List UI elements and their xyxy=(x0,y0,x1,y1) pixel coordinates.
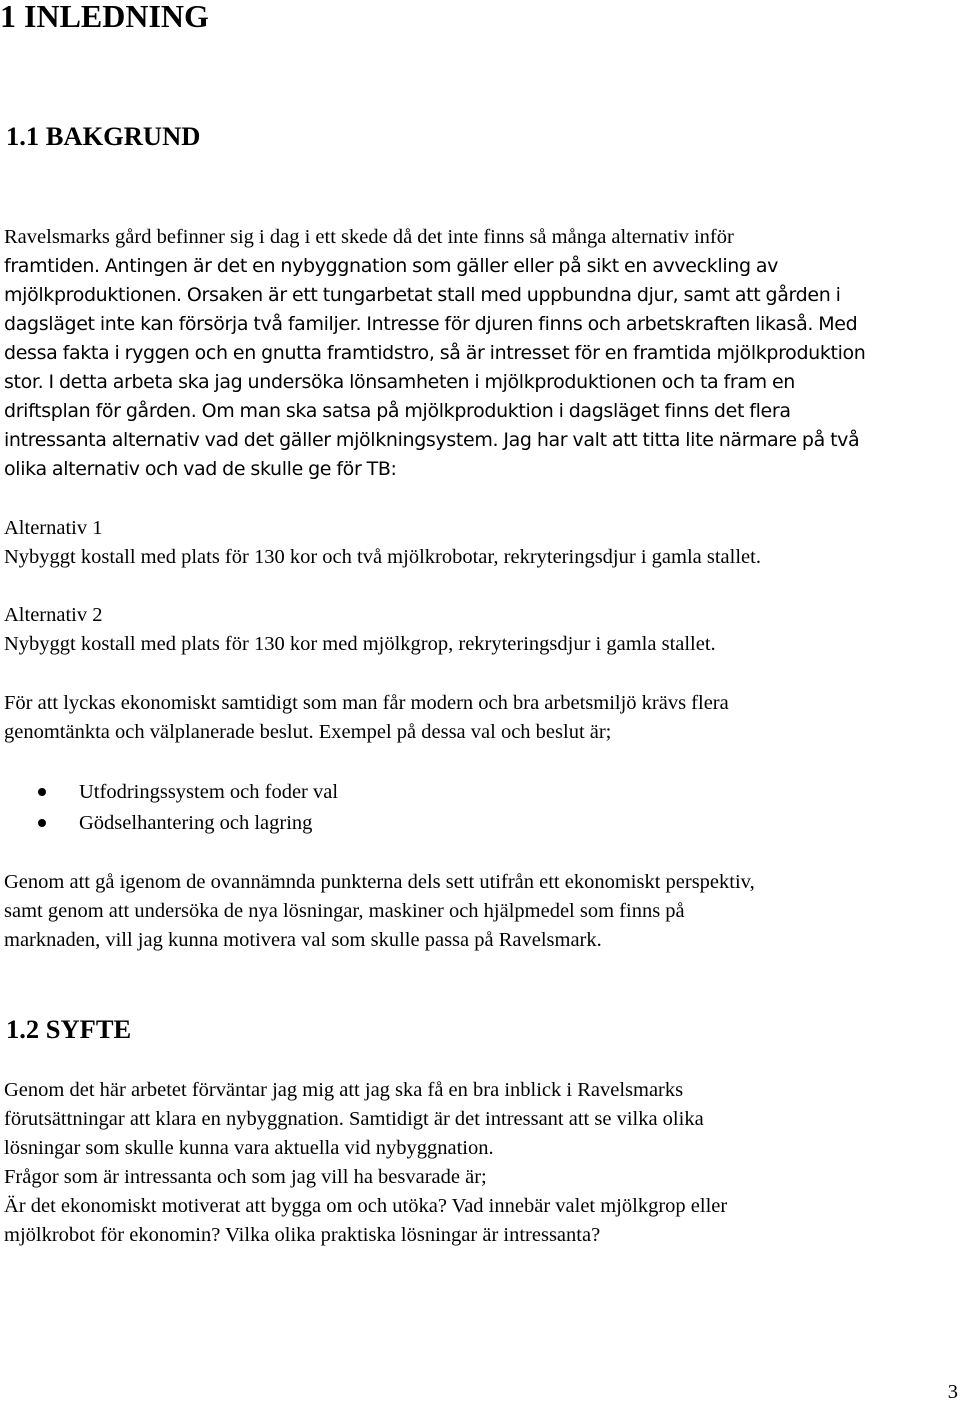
paragraph-line: framtiden. Antingen är det en nybyggnation som gäller eller på sikt en avveckling av xyxy=(4,255,779,277)
paragraph-line: genomtänkta och välplanerade beslut. Exempel på dessa val och beslut är; xyxy=(4,721,612,743)
paragraph-line: dessa fakta i ryggen och en gnutta framtidstro, så är intresset för en framtida mjölkproduktion xyxy=(4,342,866,364)
page-number: 3 xyxy=(947,1381,958,1403)
section-heading-syfte xyxy=(6,1014,131,1044)
paragraph-line: Ravelsmarks gård befinner sig i dag i ett skede då det inte finns så många alternativ inför xyxy=(4,226,734,248)
paragraph-line: stor. I detta arbeta ska jag undersöka lönsamheten i mjölkproduktionen och ta fram en xyxy=(4,371,795,393)
paragraph-line: samt genom att undersöka de nya lösningar, maskiner och hjälpmedel som finns på xyxy=(4,900,685,922)
list-item-text: Gödselhantering och lagring xyxy=(79,812,313,834)
paragraph-line: mjölkrobot för ekonomin? Vilka olika praktiska lösningar är intressanta? xyxy=(4,1224,601,1246)
paragraph-line: Genom att gå igenom de ovannämnda punkterna dels sett utifrån ett ekonomiskt perspektiv, xyxy=(4,871,755,893)
bullet-icon xyxy=(38,788,46,796)
paragraph-line: mjölkproduktionen. Orsaken är ett tungarbetat stall med uppbundna djur, samt att gården i xyxy=(4,284,841,306)
alternative-label: Alternativ 2 xyxy=(4,604,103,626)
paragraph-line: lösningar som skulle kunna vara aktuella vid nybyggnation. xyxy=(4,1137,494,1159)
bullet-icon xyxy=(38,819,46,827)
paragraph-line: olika alternativ och vad de skulle ge för TB: xyxy=(4,458,397,480)
paragraph-line: dagsläget inte kan försörja två familjer. Intresse för djuren finns och arbetskraften likaså. Med xyxy=(4,313,858,335)
paragraph-line: marknaden, vill jag kunna motivera val som skulle passa på Ravelsmark. xyxy=(4,929,602,951)
paragraph-line: För att lyckas ekonomiskt samtidigt som man får modern och bra arbetsmiljö krävs flera xyxy=(4,692,729,714)
section-number: 1.2 xyxy=(6,1014,40,1044)
alternative-description: Nybyggt kostall med plats för 130 kor och två mjölkrobotar, rekryteringsdjur i gamla stallet. xyxy=(4,546,761,568)
alternative-label: Alternativ 1 xyxy=(4,517,103,539)
paragraph-line: förutsättningar att klara en nybyggnation. Samtidigt är det intressant att se vilka olika xyxy=(4,1108,704,1130)
paragraph-line: Är det ekonomiskt motiverat att bygga om och utöka? Vad innebär valet mjölkgrop eller xyxy=(4,1195,728,1217)
paragraph-line: driftsplan för gården. Om man ska satsa på mjölkproduktion i dagsläget finns det flera xyxy=(4,400,791,422)
section-heading-bakgrund: 1.1 BAKGRUND xyxy=(6,121,201,151)
paragraph-line: Genom det här arbetet förväntar jag mig att jag ska få en bra inblick i Ravelsmarks xyxy=(4,1079,684,1101)
list-item-text: Utfodringssystem och foder val xyxy=(79,781,339,803)
paragraph-line: Frågor som är intressanta och som jag vill ha besvarade är; xyxy=(4,1166,487,1188)
paragraph-line: intressanta alternativ vad det gäller mjölkningsystem. Jag har valt att titta lite närmare på två xyxy=(4,429,860,451)
chapter-heading: 1 INLEDNING xyxy=(0,0,209,34)
section-title: SYFTE xyxy=(45,1014,132,1044)
alternative-description: Nybyggt kostall med plats för 130 kor med mjölkgrop, rekryteringsdjur i gamla stallet. xyxy=(4,633,716,655)
